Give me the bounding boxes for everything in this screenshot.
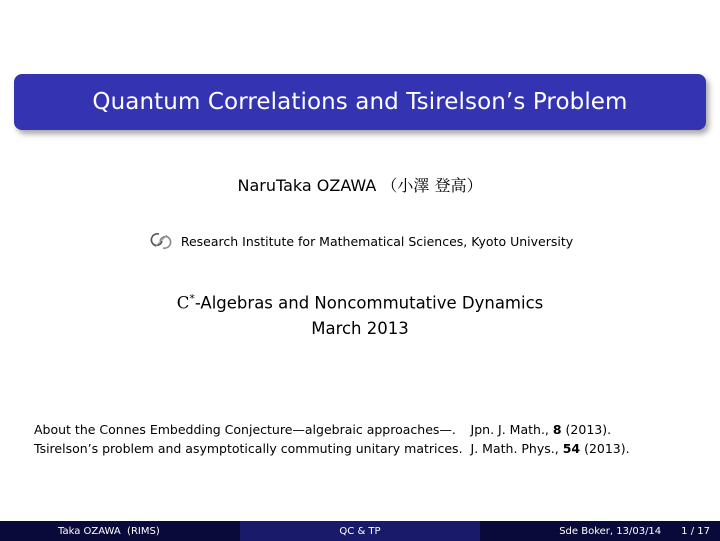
reference-paper: About the Connes Embedding Conjecture—algebraic approaches—. bbox=[34, 422, 456, 437]
footer-event-date: Sde Boker, 13/03/14 bbox=[559, 525, 662, 537]
author-name: NaruTaka OZAWA （小澤 登高） bbox=[237, 176, 483, 195]
footer-short-title: QC & TP bbox=[240, 521, 480, 541]
conference-info bbox=[0, 286, 720, 341]
footer-right bbox=[480, 521, 720, 541]
conference-name bbox=[0, 286, 720, 316]
rims-logo-icon bbox=[147, 231, 175, 251]
reference-row bbox=[34, 420, 630, 439]
institution-name: Research Institute for Mathematical Sciences, Kyoto University bbox=[180, 233, 574, 249]
footer-bar bbox=[0, 521, 720, 541]
conference-rest: -Algebras and Noncommutative Dynamics bbox=[194, 293, 544, 313]
footer-author: Taka OZAWA (RIMS) bbox=[0, 521, 240, 541]
conference-star: * bbox=[189, 292, 195, 305]
slide-title: Quantum Correlations and Tsirelson’s Problem bbox=[92, 89, 628, 115]
reference-journal: J. Math. Phys., 54 (2013). bbox=[470, 441, 630, 456]
slide-title-box bbox=[14, 74, 706, 130]
reference-journal: Jpn. J. Math., 8 (2013). bbox=[470, 422, 612, 437]
reference-paper: Tsirelson’s problem and asymptotically commuting unitary matrices. bbox=[34, 441, 463, 456]
conference-date: March 2013 bbox=[311, 318, 409, 338]
footer-page-number: 1 / 17 bbox=[681, 525, 710, 537]
affiliation bbox=[0, 231, 720, 251]
references bbox=[34, 420, 630, 458]
conference-c: C bbox=[176, 293, 190, 313]
reference-row bbox=[34, 439, 630, 458]
